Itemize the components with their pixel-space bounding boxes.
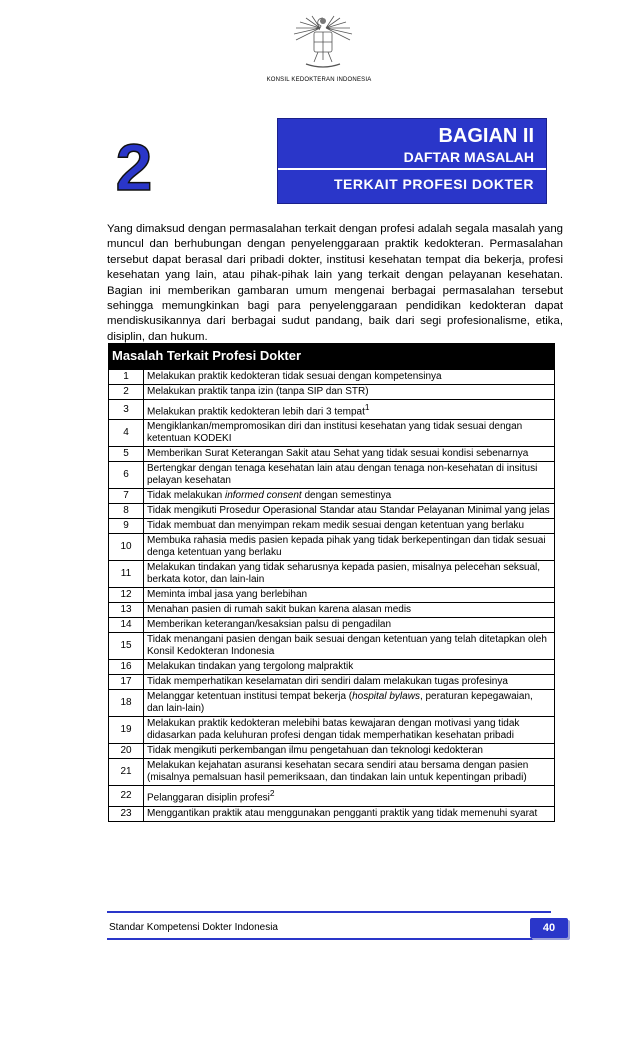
row-number: 10 [109, 534, 144, 561]
row-number: 18 [109, 690, 144, 717]
problem-table [108, 343, 555, 822]
table-row [109, 504, 555, 519]
row-number: 4 [109, 420, 144, 447]
table-row [109, 690, 555, 717]
table-row [109, 717, 555, 744]
table-row [109, 603, 555, 618]
table-row [109, 561, 555, 588]
chapter-banner [277, 118, 547, 204]
footer-divider-bottom [107, 938, 551, 940]
row-text: Tidak membuat dan menyimpan rekam medik sesuai dengan ketentuan yang berlaku [144, 519, 555, 534]
table-row [109, 633, 555, 660]
row-text: Melakukan tindakan yang tergolong malpraktik [144, 660, 555, 675]
table-row [109, 786, 555, 806]
row-number: 1 [109, 370, 144, 385]
table-row [109, 744, 555, 759]
row-number: 9 [109, 519, 144, 534]
footer-title: Standar Kompetensi Dokter Indonesia [109, 922, 278, 933]
row-text: Memberikan Surat Keterangan Sakit atau Sehat yang tidak sesuai kondisi sebenarnya [144, 447, 555, 462]
organization-label: KONSIL KEDOKTERAN INDONESIA [266, 77, 372, 83]
row-number: 12 [109, 588, 144, 603]
garuda-emblem-icon [290, 12, 356, 74]
table-row [109, 462, 555, 489]
row-number: 22 [109, 786, 144, 806]
row-text: Memberikan keterangan/kesaksian palsu di pengadilan [144, 618, 555, 633]
chapter-part: BAGIAN II [438, 125, 534, 147]
chapter-subtitle: TERKAIT PROFESI DOKTER [333, 176, 534, 192]
row-number: 16 [109, 660, 144, 675]
row-number: 23 [109, 806, 144, 821]
row-number: 13 [109, 603, 144, 618]
row-text: Melakukan praktik kedokteran melebihi batas kewajaran dengan motivasi yang tidak didasarkan pada keluhuran profesi dengan tidak memperhatikan kesehatan pribadi [144, 717, 555, 744]
table-row [109, 675, 555, 690]
row-text: Meminta imbal jasa yang berlebihan [144, 588, 555, 603]
chapter-number [107, 136, 157, 194]
row-text: Melakukan praktik kedokteran lebih dari 3 tempat$^1$ [144, 400, 555, 420]
row-text: Pelanggaran disiplin profesi$^2$ [144, 786, 555, 806]
table-row [109, 618, 555, 633]
row-text: Bertengkar dengan tenaga kesehatan lain atau dengan tenaga non-kesehatan di insitusi pelayan kesehatan [144, 462, 555, 489]
table-row [109, 447, 555, 462]
row-number: 20 [109, 744, 144, 759]
row-number: 19 [109, 717, 144, 744]
table-row [109, 759, 555, 786]
table-row [109, 420, 555, 447]
row-text: Menggantikan praktik atau menggunakan pengganti praktik yang tidak memenuhi syarat [144, 806, 555, 821]
row-number: 8 [109, 504, 144, 519]
row-text: Tidak melakukan informed consent dengan semestinya [144, 489, 555, 504]
table-row [109, 519, 555, 534]
row-text: Membuka rahasia medis pasien kepada pihak yang tidak berkepentingan dan tidak sesuai denga ketentuan yang berlaku [144, 534, 555, 561]
table-row [109, 370, 555, 385]
row-text: Melanggar ketentuan institusi tempat bekerja (hospital bylaws, peraturan kepegawaian, dan lain-lain) [144, 690, 555, 717]
row-number: 17 [109, 675, 144, 690]
table-row [109, 385, 555, 400]
table-row [109, 806, 555, 821]
row-number: 7 [109, 489, 144, 504]
row-number: 5 [109, 447, 144, 462]
page-number: 40 [530, 918, 568, 938]
row-text: Tidak mengikuti Prosedur Operasional Standar atau Standar Pelayanan Minimal yang jelas [144, 504, 555, 519]
row-number: 21 [109, 759, 144, 786]
row-text: Tidak mengikuti perkembangan ilmu pengetahuan dan teknologi kedokteran [144, 744, 555, 759]
table-row [109, 660, 555, 675]
svg-text:2: 2 [115, 136, 153, 194]
row-number: 2 [109, 385, 144, 400]
table-row [109, 588, 555, 603]
table-row [109, 400, 555, 420]
footer-divider-top [107, 911, 551, 913]
table-row [109, 489, 555, 504]
table-row [109, 534, 555, 561]
row-number: 3 [109, 400, 144, 420]
row-number: 15 [109, 633, 144, 660]
row-text: Melakukan tindakan yang tidak seharusnya kepada pasien, misalnya pelecehan seksual, berkata kotor, dan lain-lain [144, 561, 555, 588]
row-text: Melakukan praktik tanpa izin (tanpa SIP dan STR) [144, 385, 555, 400]
intro-paragraph: Yang dimaksud dengan permasalahan terkait dengan profesi adalah segala masalah yang muncul dan berhubungan dengan penyelenggaraan praktik kedokteran. Permasalahan tersebut dapat berasal dari pribadi dokter, institusi kesehatan tempat dia bekerja, profesi kesehatan yang lain, atau pihak-pihak lain yang terkait dengan pelayanan kesehatan. Bagian ini memberikan gambaran umum mengenai berbagai permasalahan tersebut sehingga memungkinkan bagi para penyelenggaraan pendidikan kedokteran dapat mendiskusikannya dari berbagai sudut pandang, baik dari segi profesionalisme, etika, disiplin, dan hukum. [107, 223, 563, 343]
row-text: Melakukan kejahatan asuransi kesehatan secara sendiri atau bersama dengan pasien (misalnya pemalsuan hasil pemeriksaan, dan tindakan lain untuk kepentingan pribadi) [144, 759, 555, 786]
table-header: Masalah Terkait Profesi Dokter [108, 343, 555, 369]
row-text: Menahan pasien di rumah sakit bukan karena alasan medis [144, 603, 555, 618]
row-text: Melakukan praktik kedokteran tidak sesuai dengan kompetensinya [144, 370, 555, 385]
row-text: Tidak menangani pasien dengan baik sesuai dengan ketentuan yang telah ditetapkan oleh Konsil Kedokteran Indonesia [144, 633, 555, 660]
row-number: 6 [109, 462, 144, 489]
row-text: Tidak memperhatikan keselamatan diri sendiri dalam melakukan tugas profesinya [144, 675, 555, 690]
row-number: 11 [109, 561, 144, 588]
banner-divider [278, 168, 546, 170]
row-text: Mengiklankan/mempromosikan diri dan institusi kesehatan yang tidak sesuai dengan ketentuan KODEKI [144, 420, 555, 447]
chapter-title: DAFTAR MASALAH [403, 149, 534, 165]
row-number: 14 [109, 618, 144, 633]
